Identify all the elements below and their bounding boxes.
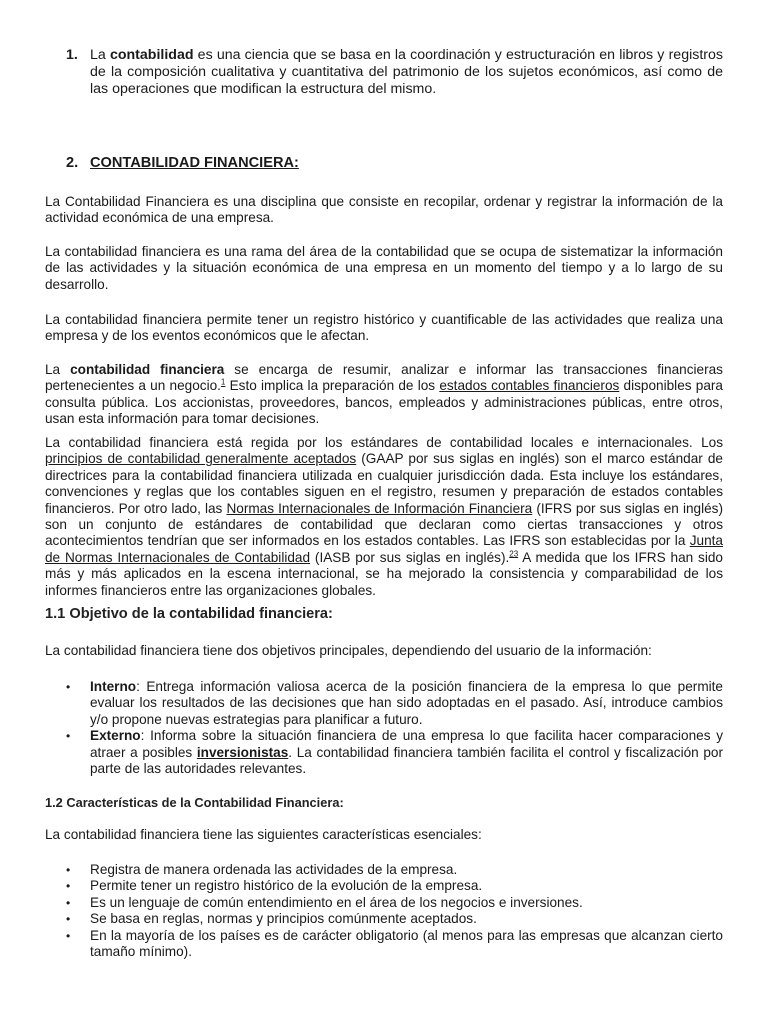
link-inversionistas[interactable]: inversionistas	[196, 744, 289, 760]
subsection-heading-1-1: 1.1 Objetivo de la contabilidad financiera:	[45, 606, 333, 622]
text-run: (IASB por sus siglas en inglés).	[310, 549, 510, 565]
section-1-intro: La contabilidad financiera tiene dos objetivos principales, dependiendo del usuario de la información:	[45, 643, 652, 658]
paragraph-5	[45, 435, 723, 599]
text-run: (IFRS por sus siglas en inglés) son un conjunto de estándares de contabilidad que declaran como ciertas transacciones y otros acontecimientos tendrían que ser informados en los estados contables. Las IFRS son establecidas por la	[45, 500, 724, 549]
characteristics-list	[66, 862, 723, 960]
list-item-text: Se basa en reglas, normas y principios comúnmente aceptados.	[90, 911, 477, 927]
link-ifrs[interactable]: Normas Internacionales de Información Financiera	[226, 500, 533, 516]
numbered-item-1	[66, 47, 723, 99]
bold-term: Externo	[90, 728, 141, 744]
list-item	[66, 928, 723, 961]
numbered-item-2	[66, 155, 723, 172]
bullet-icon: •	[66, 863, 71, 877]
bullet-icon: •	[66, 680, 71, 694]
bullet-icon: •	[66, 928, 71, 943]
list-item	[66, 895, 723, 911]
bullet-icon: •	[66, 895, 71, 910]
text-run: posibles	[142, 744, 197, 760]
footnote-ref[interactable]: 23	[509, 549, 519, 559]
bold-term: contabilidad financiera	[70, 362, 225, 377]
text-run: A medida que los IFRS han sido más y más aplicados en la escena internacional, se ha mejorado la consistencia y comparabilidad de los informes financieros entre las organizaciones globales.	[45, 549, 723, 598]
text-run: : Entrega información valiosa acerca de la posición financiera de la empresa lo que permite evaluar los resultados de las decisiones que han sido adoptadas en el pasado. Así, introduce cambios y/o propone nuevas estrategias para planificar a futuro.	[90, 679, 723, 727]
text-run: se encarga de resumir, analizar e informar las transacciones financieras pertenecientes a un negocio.	[45, 362, 723, 394]
objectives-list	[66, 679, 723, 777]
list-item-text: Permite tener un registro histórico de la evolución de la empresa.	[90, 878, 483, 894]
text-run: (GAAP por sus siglas en inglés) son el marco estándar de directrices para la contabilidad financiera utilizada en cualquier jurisdicción dada. Esta incluye los estándares, convenciones y reglas que los contables siguen en el registro, resumen y preparación de estados contables financieros. Por otro lado, las	[45, 451, 723, 516]
bullet-icon: •	[66, 912, 71, 927]
item-number: 2.	[66, 155, 79, 171]
list-item-text: Registra de manera ordenada las actividades de la empresa.	[90, 862, 458, 877]
section-heading: CONTABILIDAD FINANCIERA:	[90, 155, 299, 171]
text-run: : Informa sobre la situación financiera de una empresa lo que facilita hacer comparaciones y atraer a	[90, 728, 723, 760]
bullet-icon: •	[66, 879, 71, 894]
list-item	[66, 911, 723, 927]
list-item-text: En la mayoría de los países es de carácter obligatorio (al menos para las empresas que alcanzan cierto tamaño mínimo).	[90, 927, 723, 960]
list-item	[66, 728, 723, 777]
item-number: 1.	[66, 47, 78, 63]
section-2-intro: La contabilidad financiera tiene las siguientes características esenciales:	[45, 827, 482, 842]
paragraph-3: La contabilidad financiera permite tener un registro histórico y cuantificable de las actividades que realiza una empresa y de los eventos económicos que le afectan.	[45, 312, 723, 344]
text-run: La contabilidad financiera está regida por los estándares de contabilidad locales e internacionales. Los	[45, 435, 723, 450]
text-run: es una ciencia que se basa en la coordinación y estructuración en libros y registros de la composición cualitativa y cuantitativa del patrimonio de los sujetos económicos, así como de las operaciones que modifican la estructura del mismo.	[90, 47, 723, 98]
text-run: La	[45, 362, 71, 377]
text-run: disponibles para consulta pública. Los accionistas, proveedores, bancos, empleados y administraciones públicas, entre otros, usan esta información para tomar decisiones.	[45, 378, 723, 427]
bullet-icon: •	[66, 729, 71, 744]
text-run: Esto implica la preparación de los	[225, 378, 440, 394]
item-1-text	[90, 47, 723, 99]
subsection-heading-1-2: 1.2 Características de la Contabilidad Financiera:	[45, 795, 344, 810]
list-item-text: Es un lenguaje de común entendimiento en el área de los negocios e inversiones.	[90, 894, 583, 910]
text-run: . La contabilidad financiera también facilita el control y fiscalización por parte de las autoridades relevantes.	[90, 744, 724, 777]
list-item	[66, 679, 723, 728]
paragraph-1: La Contabilidad Financiera es una disciplina que consiste en recopilar, ordenar y registrar la información de la actividad económica de una empresa.	[45, 194, 723, 226]
list-item	[66, 878, 723, 894]
link-estados-contables[interactable]: estados contables financieros	[439, 378, 620, 394]
bold-term: Interno	[90, 679, 137, 694]
text-run: La	[90, 47, 110, 63]
link-gaap[interactable]: principios de contabilidad generalmente aceptados	[45, 451, 357, 467]
link-iasb[interactable]: Junta de Normas Internacionales de Contabilidad	[45, 533, 723, 565]
footnote-ref[interactable]: 1	[220, 377, 226, 387]
paragraph-2: La contabilidad financiera es una rama del área de la contabilidad que se ocupa de sistematizar la información de las actividades y la situación económica de una empresa en un momento del tiempo y a lo largo de su desarrollo.	[45, 244, 723, 292]
paragraph-4	[45, 362, 723, 428]
list-item	[66, 862, 723, 878]
bold-term: contabilidad	[109, 47, 194, 63]
